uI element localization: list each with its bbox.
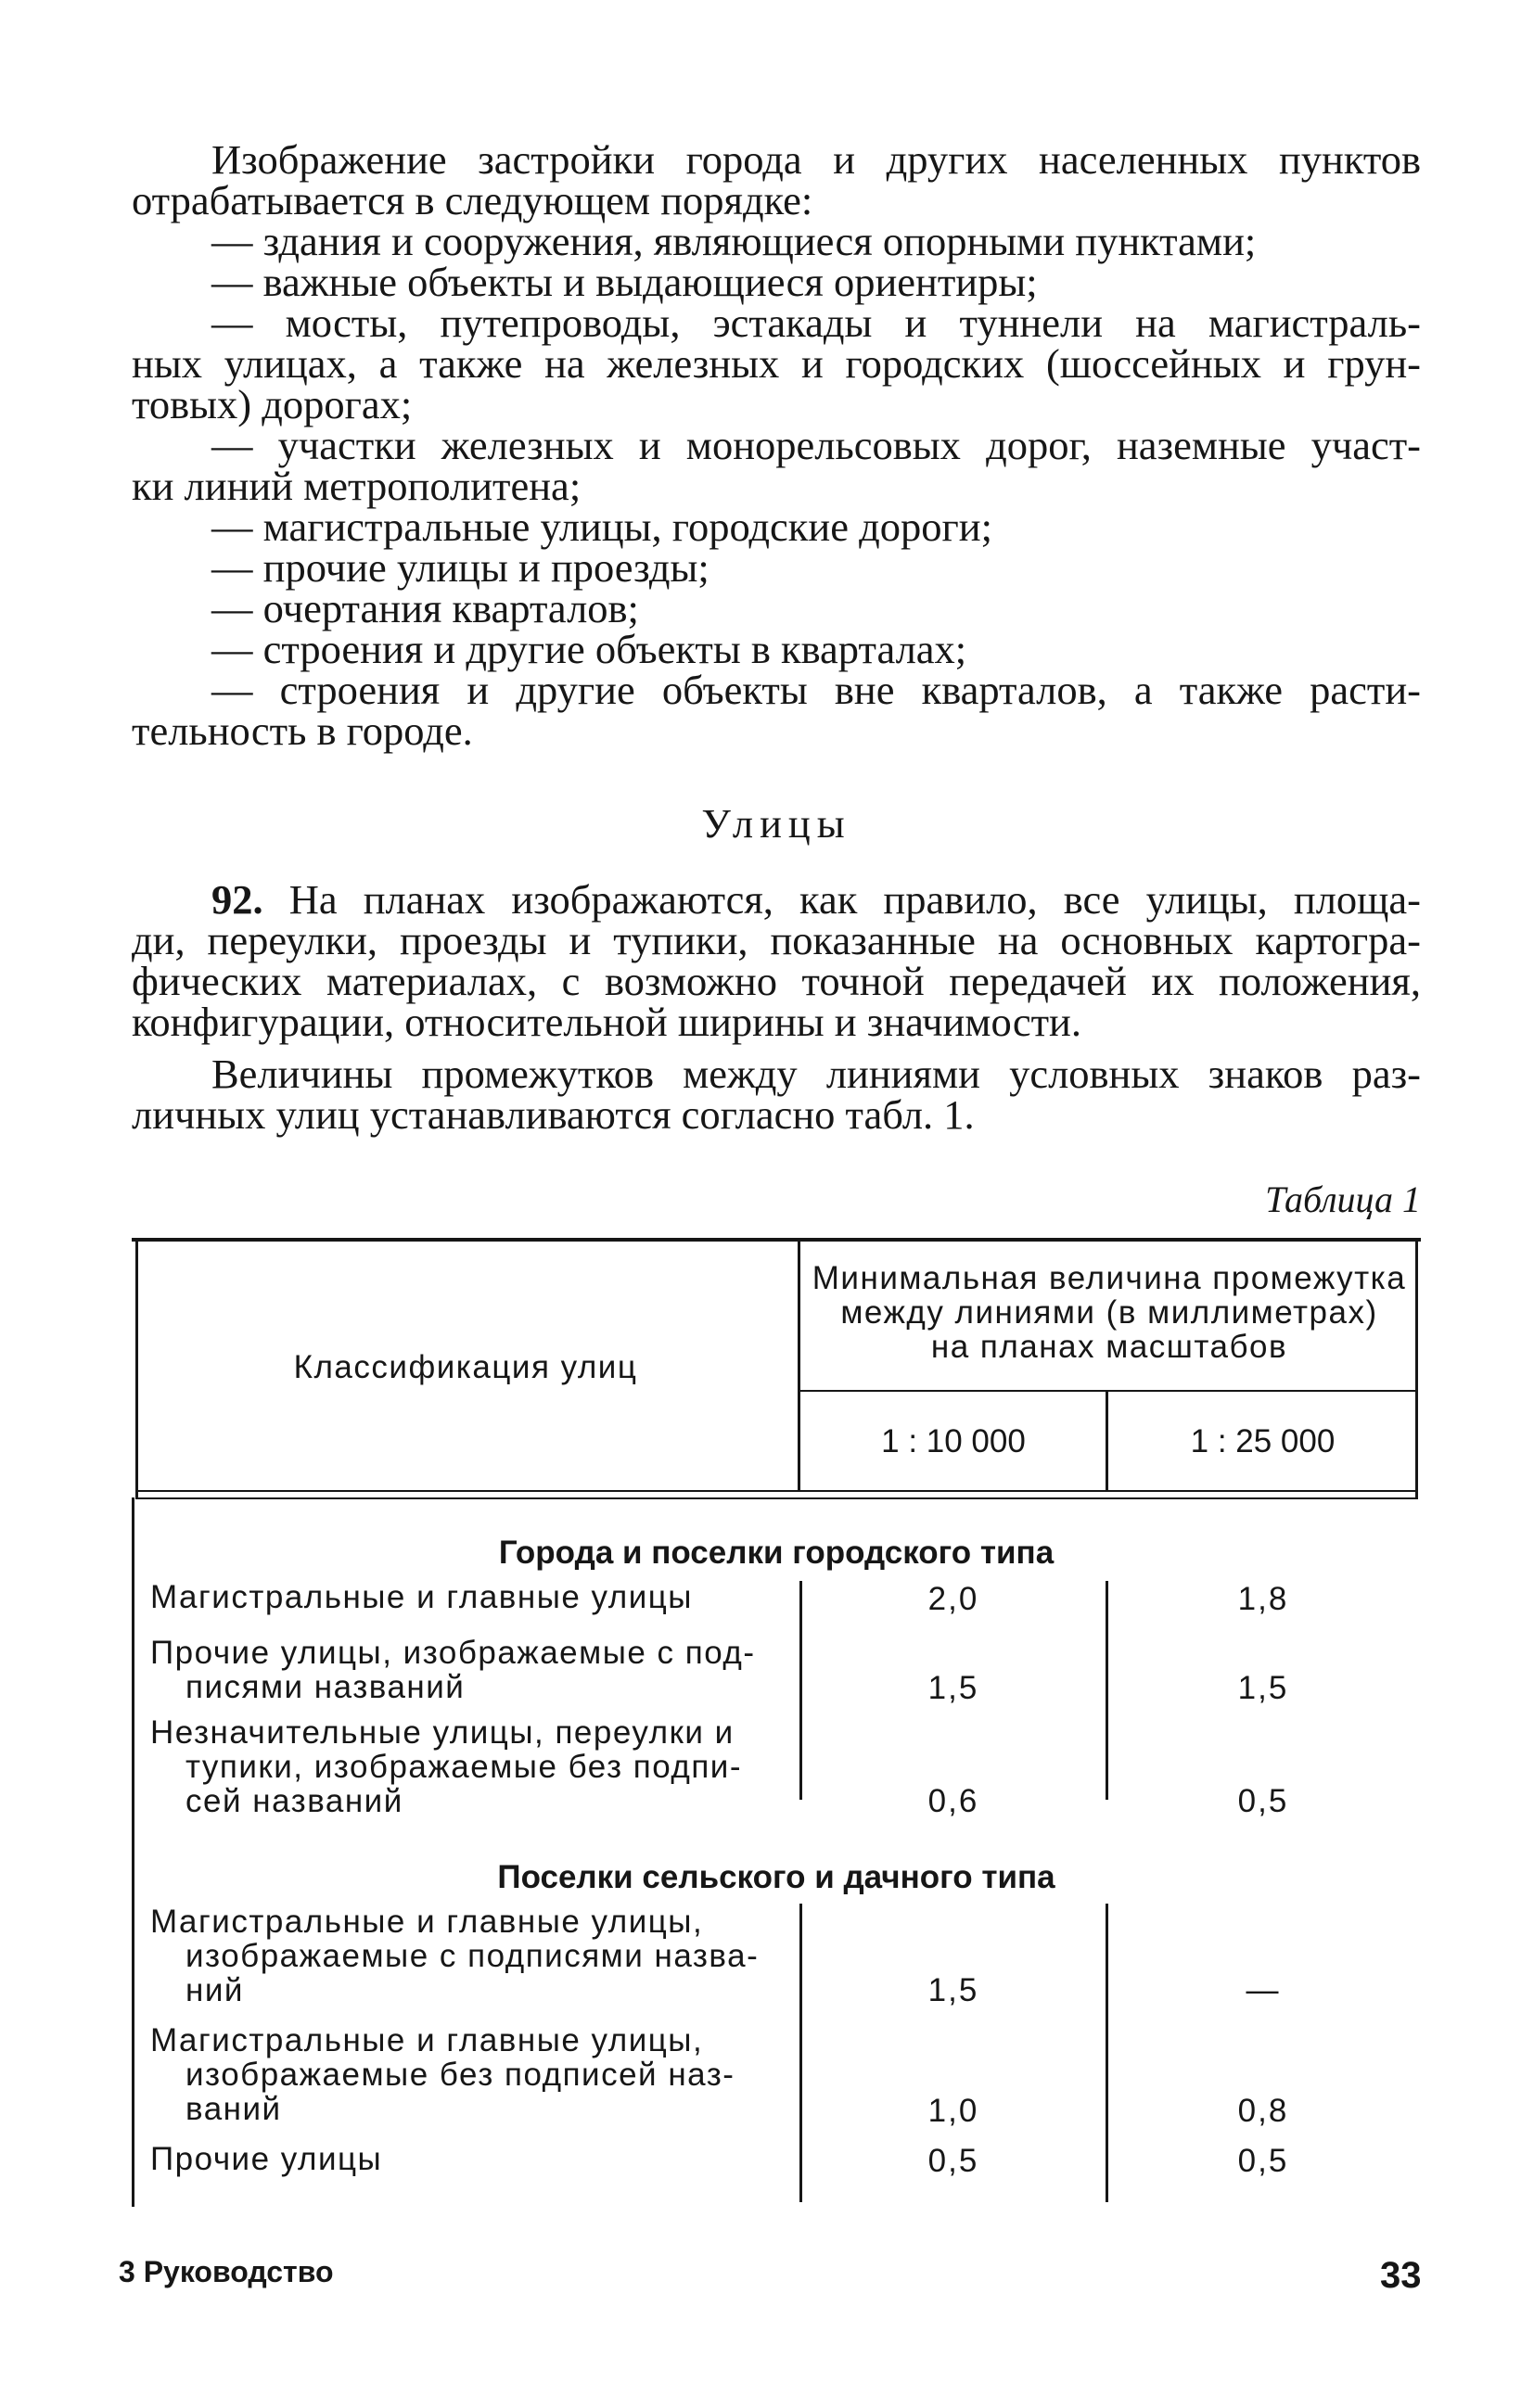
list-item: — очертания кварталов;: [211, 585, 639, 631]
list-item-continuation: ных улицах, а также на железных и городских (шоссейных и грун-: [132, 340, 1421, 387]
paragraph-values-line: личных улиц устанавливаются согласно табл. 1.: [132, 1091, 975, 1138]
table-row-name: Магистральные и главные улицы, изображаемые без подписей наз- ваний: [150, 2022, 735, 2127]
paragraph-number: 92.: [211, 876, 263, 923]
header-min-distance: Минимальная величина промежутка между линиями (в миллиметрах) на планах масштабов: [812, 1260, 1407, 1365]
table-cell-value: 0,8: [1237, 2093, 1289, 2129]
paragraph-92-line: ди, переулки, проезды и тупики, показанные на основных картогра-: [132, 917, 1421, 963]
table-row-name: Прочие улицы: [150, 2141, 383, 2177]
table-left-border: [135, 1238, 138, 1497]
paragraph-92-line: конфигурации, относительной ширины и значимости.: [132, 999, 1081, 1045]
table-cell-value: —: [1246, 1972, 1281, 2008]
list-item: — важные объекты и выдающиеся ориентиры;: [211, 259, 1038, 305]
table-cell-value: 0,5: [927, 2143, 979, 2179]
list-item: — здания и сооружения, являющиеся опорными пунктами;: [211, 218, 1257, 264]
table-cell-value: 1,8: [1237, 1581, 1289, 1617]
table-row-name: Магистральные и главные улицы, изображаемые с подписями назва- ний: [150, 1904, 760, 2008]
paragraph-values-line: Величины промежутков между линиями условных знаков раз-: [211, 1051, 1421, 1097]
table-cell-value: 1,5: [927, 1670, 979, 1706]
intro-line: Изображение застройки города и других населенных пунктов: [211, 136, 1421, 183]
body-column-divider: [799, 1581, 802, 1800]
list-item: — участки железных и монорельсовых дорог, наземные участ-: [211, 422, 1421, 468]
intro-line: отрабатывается в следующем порядке:: [132, 177, 813, 223]
list-item-continuation: товых) дорогах;: [132, 381, 413, 427]
list-item: — прочие улицы и проезды;: [211, 544, 709, 591]
header-bottom-border-double: [135, 1497, 1418, 1499]
footer-signature: 3 Руководство: [119, 2255, 334, 2288]
header-scale-2: 1 : 25 000: [1190, 1423, 1336, 1459]
list-item: — магистральные улицы, городские дороги;: [211, 503, 992, 550]
section-title: Улицы: [701, 800, 851, 847]
header-bottom-border: [135, 1490, 1418, 1492]
paragraph-92-line: [211, 876, 1422, 923]
body-column-divider: [1106, 1904, 1108, 2202]
paragraph-text: На планах изображаются, как правило, все улицы, площа-: [288, 876, 1422, 923]
body-column-divider: [799, 1904, 802, 2202]
table-row-name: Незначительные улицы, переулки и тупики, изображаемые без подпи- сей названий: [150, 1714, 742, 1819]
table-cell-value: 0,5: [1237, 1783, 1289, 1819]
list-item: — строения и другие объекты в кварталах;: [211, 626, 967, 672]
table-cell-value: 0,5: [1237, 2143, 1289, 2179]
table-cell-value: 2,0: [927, 1581, 979, 1617]
table-cell-value: 1,5: [927, 1972, 979, 2008]
table-top-border: [132, 1238, 1421, 1242]
table-row-name: Прочие улицы, изображаемые с под- писями названий: [150, 1635, 756, 1705]
table-left-edge: [132, 1497, 134, 2207]
group-title: Города и поселки городского типа: [498, 1535, 1055, 1571]
group-title: Поселки сельского и дачного типа: [497, 1859, 1055, 1895]
body-column-divider: [1106, 1581, 1108, 1800]
list-item-continuation: ки линий метрополитена;: [132, 463, 582, 509]
header-column-divider: [798, 1238, 800, 1490]
page-number: 33: [1380, 2255, 1422, 2296]
list-item: — строения и другие объекты вне кварталов, а также расти-: [211, 667, 1421, 713]
table-cell-value: 1,5: [1237, 1670, 1289, 1706]
streets-table: [132, 1238, 1421, 2207]
table-cell-value: 1,0: [927, 2093, 979, 2129]
table-caption: Таблица 1: [1265, 1179, 1421, 1220]
paragraph-92-line: фических материалах, с возможно точной передачей их положения,: [132, 958, 1421, 1004]
header-classification: Классификация улиц: [293, 1349, 638, 1385]
table-row-name: Магистральные и главные улицы: [150, 1579, 693, 1615]
list-item-continuation: тельность в городе.: [132, 707, 473, 754]
list-item: — мосты, путепроводы, эстакады и туннели на магистраль-: [211, 299, 1421, 346]
header-scale-1: 1 : 10 000: [881, 1423, 1026, 1459]
table-cell-value: 0,6: [927, 1783, 979, 1819]
